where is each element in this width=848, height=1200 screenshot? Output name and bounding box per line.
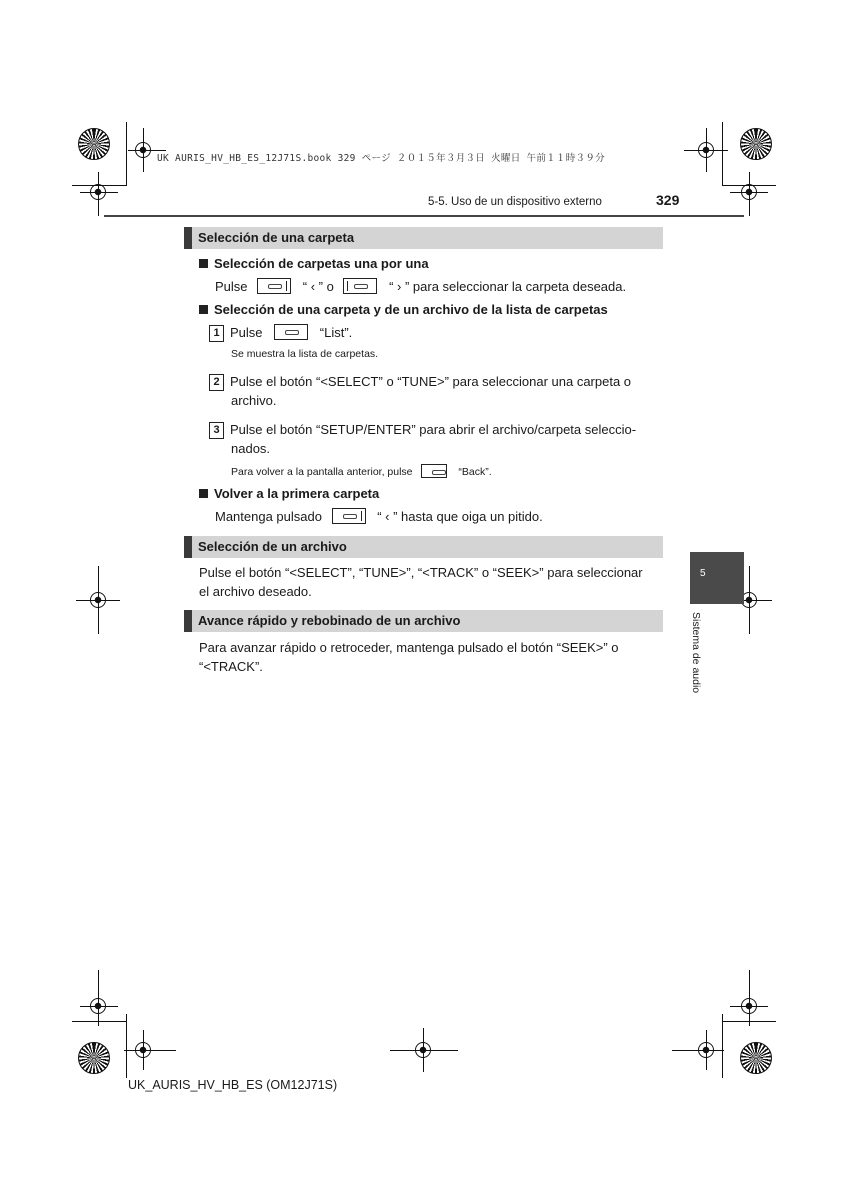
back-button-icon <box>421 464 447 478</box>
crop-mark <box>722 1014 723 1078</box>
chapter-tab <box>690 552 744 604</box>
note-text: Para volver a la pantalla anterior, pulse <box>231 466 413 478</box>
step-text: Pulse el botón “SETUP/ENTER” para abrir el archivo/carpeta seleccio- <box>230 422 637 437</box>
footer-document-code: UK_AURIS_HV_HB_ES (OM12J71S) <box>128 1078 338 1092</box>
registration-mark-icon <box>741 184 757 200</box>
chapter-title-text: Sistema de audio <box>690 612 702 694</box>
step-3-note <box>231 464 492 478</box>
header-rule <box>104 215 744 217</box>
registration-mark-icon <box>90 184 106 200</box>
subheading-text: Selección de carpetas una por una <box>214 256 429 271</box>
square-bullet-icon <box>199 259 208 268</box>
step-text: “List”. <box>319 325 353 340</box>
section-heading-text: Selección de un archivo <box>198 539 347 554</box>
seek-down-button-icon <box>257 278 291 294</box>
note-text: “Back”. <box>458 466 492 478</box>
instruction-text: Mantenga pulsado <box>215 509 322 524</box>
instruction-one-by-one <box>215 277 626 296</box>
step-number: 1 <box>209 325 224 342</box>
instruction-text: “ ‹ ” o <box>302 279 334 294</box>
color-rosette-icon <box>78 128 110 160</box>
file-instruction-line: el archivo deseado. <box>199 584 312 599</box>
instruction-text: “ ‹ ” hasta que oiga un pitido. <box>377 509 543 524</box>
step-text: Pulse el botón “<SELECT” o “TUNE>” para seleccionar una carpeta o <box>230 374 632 389</box>
seek-instruction-line: “<TRACK”. <box>199 659 263 674</box>
subheading-one-by-one <box>199 256 429 271</box>
subheading-text: Selección de una carpeta y de un archivo de la lista de carpetas <box>214 302 608 317</box>
section-heading-text: Avance rápido y rebobinado de un archivo <box>198 613 461 628</box>
instruction-text: Pulse <box>215 279 248 294</box>
square-bullet-icon <box>199 489 208 498</box>
step-3 <box>209 420 636 439</box>
color-rosette-icon <box>740 128 772 160</box>
file-instruction-line: Pulse el botón “<SELECT”, “TUNE>”, “<TRACK” o “SEEK>” para seleccionar <box>199 565 643 580</box>
registration-mark-icon <box>90 592 106 608</box>
section-heading-file <box>184 536 663 558</box>
square-bullet-icon <box>199 305 208 314</box>
section-heading-text: Selección de una carpeta <box>198 230 355 245</box>
registration-mark-icon <box>135 1042 151 1058</box>
crop-mark <box>126 1014 127 1078</box>
running-section-label: 5-5. Uso de un dispositivo externo <box>428 196 602 208</box>
registration-mark-icon <box>698 1042 714 1058</box>
section-heading-bar <box>184 610 192 632</box>
crop-mark <box>126 122 127 186</box>
instruction-text: “ › ” para seleccionar la carpeta deseada. <box>389 279 627 294</box>
color-rosette-icon <box>740 1042 772 1074</box>
instruction-first-folder <box>215 507 543 526</box>
step-1 <box>209 323 352 342</box>
step-number: 2 <box>209 374 224 391</box>
seek-up-button-icon <box>343 278 377 294</box>
step-text: Pulse <box>230 325 263 340</box>
step-2 <box>209 372 631 391</box>
registration-mark-icon <box>90 998 106 1014</box>
seek-down-button-icon <box>332 508 366 524</box>
chapter-number: 5 <box>700 568 706 579</box>
step-1-note: Se muestra la lista de carpetas. <box>231 348 379 360</box>
crop-mark <box>72 1021 126 1022</box>
step-3-continued: nados. <box>231 441 271 456</box>
menu-button-icon <box>274 324 308 340</box>
seek-instruction-line: Para avanzar rápido o retroceder, mantenga pulsado el botón “SEEK>” o <box>199 640 619 655</box>
subheading-folder-list <box>199 302 608 317</box>
registration-mark-icon <box>415 1042 431 1058</box>
subheading-text: Volver a la primera carpeta <box>214 486 380 501</box>
section-heading-folder <box>184 227 663 249</box>
section-heading-bar <box>184 536 192 558</box>
step-2-continued: archivo. <box>231 393 277 408</box>
step-number: 3 <box>209 422 224 439</box>
chapter-title <box>690 612 714 712</box>
registration-mark-icon <box>698 142 714 158</box>
color-rosette-icon <box>78 1042 110 1074</box>
section-heading-bar <box>184 227 192 249</box>
subheading-first-folder <box>199 486 379 501</box>
print-slug: UK AURIS_HV_HB_ES_12J71S.book 329 ページ ２０１５年３月３日 火曜日 午前１１時３９分 <box>157 153 605 164</box>
page-number: 329 <box>656 192 680 208</box>
section-heading-seek <box>184 610 663 632</box>
crop-mark <box>722 122 723 186</box>
registration-mark-icon <box>135 142 151 158</box>
registration-mark-icon <box>741 998 757 1014</box>
